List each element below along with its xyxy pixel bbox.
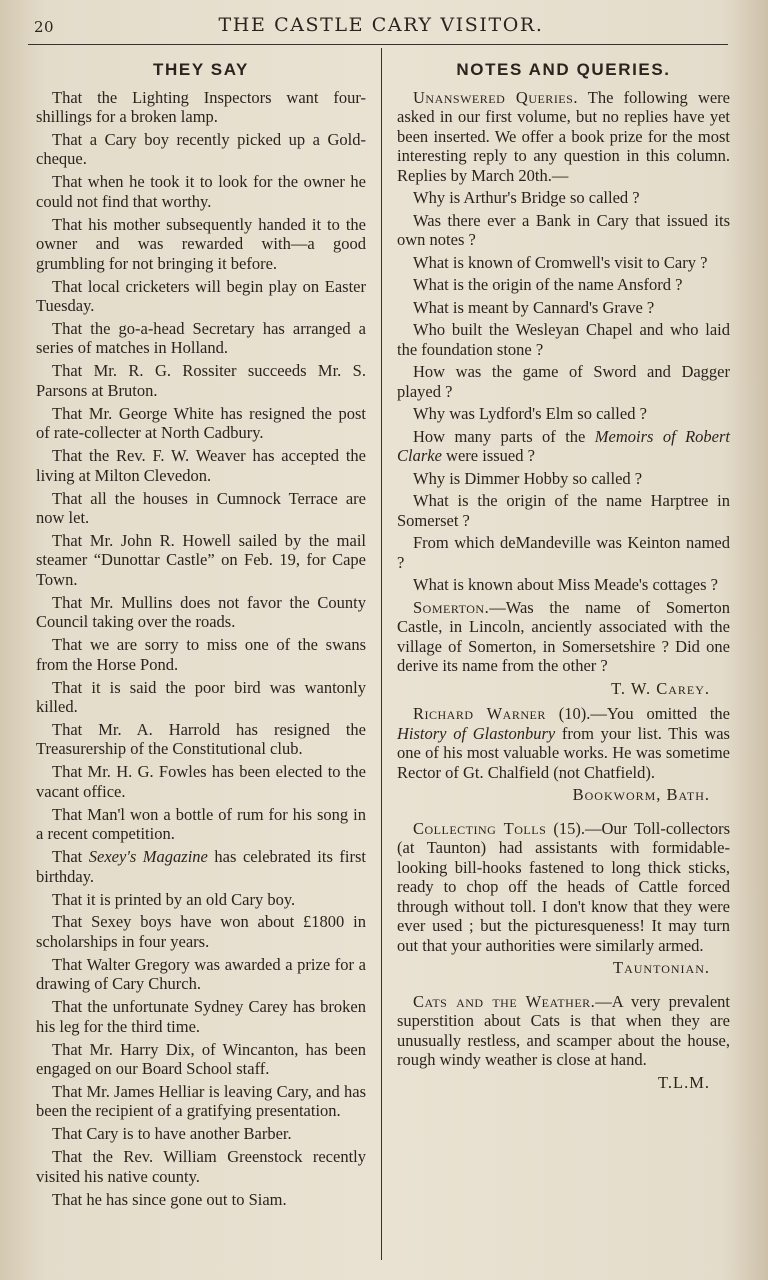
they-say-item: That it is printed by an old Cary boy. (52, 889, 296, 909)
query-item: How was the game of Sword and Dagger played ? (397, 362, 730, 401)
somerton-query (397, 598, 730, 676)
query-item: Why was Lydford's Elm so called ? (413, 404, 647, 423)
warner-text: from your list. This was one of his most valuable works. He was sometime Rector of Gt. Chalfield (not Chatfield). (397, 723, 730, 782)
book-title: History of Glastonbury (397, 723, 556, 743)
intro-lead: Unanswered Queries. (413, 87, 578, 107)
they-say-item: That Man'l won a bottle of rum for his song in a recent competition. (36, 804, 366, 844)
query-item-memoirs (397, 427, 730, 466)
cats-text: —A very prevalent superstition about Cats is that when they are unusually restless, and scamper about the house, rough windy weather is close at hand. (397, 991, 730, 1069)
they-say-item: That the go-a-head Secretary has arranged a series of matches in Holland. (36, 318, 366, 358)
they-say-item: That it is said the poor bird was wantonly killed. (36, 677, 366, 717)
notes-and-queries-column (397, 54, 730, 1098)
they-say-item: That the unfortunate Sydney Carey has broken his leg for the third time. (36, 997, 366, 1036)
item-text: has celebrated its first birthday. (36, 847, 366, 886)
signature: Bookworm, Bath. (572, 785, 710, 804)
they-say-item: That Cary is to have another Barber. (52, 1124, 292, 1144)
query-text: were issued ? (441, 446, 535, 465)
query-item: What is known of Cromwell's visit to Cary ? (413, 252, 708, 272)
column-divider (381, 48, 382, 1260)
somerton-lead: Somerton. (413, 597, 490, 617)
spacer (397, 811, 730, 819)
they-say-heading: THEY SAY (153, 60, 249, 79)
item-text: That (52, 847, 89, 867)
they-say-item: That he has since gone out to Siam. (52, 1189, 287, 1209)
intro-paragraph (397, 88, 730, 186)
signature: Tauntonian. (613, 958, 710, 977)
they-say-column (36, 54, 366, 1213)
they-say-item: That Mr. H. G. Fowles has been elected to the vacant office. (36, 762, 366, 801)
they-say-item: That the Lighting Inspectors want four-shillings for a broken lamp. (36, 87, 366, 126)
tolls-text: (15).—Our Toll-collectors (at Taunton) had assistants with formidable-looking bill-hooks fastened to long thick sticks, ready to chop off the heads of Cattle forced through without toll. I don't know that they were ever used ; but the picturesqueness! It may turn out that your authorities were similarly armed. (397, 818, 730, 955)
book-title: Memoirs of Robert Clarke (397, 426, 731, 465)
they-say-item: That Mr. George White has resigned the post of rate-collecter at North Cadbury. (36, 403, 366, 443)
query-item: What is the origin of the name Ansford ? (413, 275, 683, 294)
they-say-item: That Mr. A. Harrold has resigned the Treasurership of the Constitutional club. (36, 719, 366, 759)
header-rule (28, 44, 728, 45)
intro-text: The following were asked in our first volume, but no replies have yet been inserted. We offer a book prize for the most interesting reply to any question in this column. Replies by March 20th.— (397, 87, 730, 185)
they-say-item: That Mr. R. G. Rossiter succeeds Mr. S. Parsons at Bruton. (36, 361, 366, 400)
they-say-item: That a Cary boy recently picked up a Gold-cheque. (36, 129, 366, 169)
they-say-item: That the Rev. F. W. Weaver has accepted the living at Milton Clevedon. (36, 446, 366, 485)
they-say-item: That we are sorry to miss one of the swans from the Horse Pond. (36, 635, 366, 674)
they-say-item-sexey (36, 847, 366, 886)
warner-lead: Richard Warner (413, 704, 546, 723)
warner-reply (397, 704, 730, 782)
cats-lead: Cats and the Weather. (413, 991, 596, 1011)
magazine-title: Sexey's Magazine (88, 847, 208, 867)
query-item: Why is Arthur's Bridge so called ? (413, 188, 640, 207)
notes-queries-heading: NOTES AND QUERIES. (456, 60, 671, 79)
they-say-item: That Mr. Harry Dix, of Wincanton, has been engaged on our Board School staff. (36, 1039, 366, 1079)
they-say-item: That local cricketers will begin play on Easter Tuesday. (36, 276, 366, 316)
tolls-reply (397, 819, 730, 956)
somerton-text: —Was the name of Somerton Castle, in Lincoln, anciently associated with the village of Somerton, in Somersetshire ? Did one derive its name from the other ? (397, 597, 730, 675)
publication-title: THE CASTLE CARY VISITOR. (218, 14, 544, 36)
warner-text: (10).—You omitted the (545, 704, 731, 723)
query-item: What is known about Miss Meade's cottages ? (413, 575, 718, 594)
query-item: Why is Dimmer Hobby so called ? (413, 468, 643, 488)
query-item: What is meant by Cannard's Grave ? (413, 297, 655, 317)
tolls-lead: Collecting Tolls (413, 818, 547, 838)
page-number: 20 (34, 18, 55, 36)
signature: T.L.M. (658, 1072, 710, 1092)
they-say-item: That the Rev. William Greenstock recently visited his native county. (36, 1147, 366, 1186)
cats-note (397, 992, 730, 1070)
spacer (397, 984, 730, 992)
they-say-item: That Sexey boys have won about £1800 in scholarships in four years. (36, 912, 366, 951)
query-item: Was there ever a Bank in Cary that issued its own notes ? (397, 210, 730, 249)
query-item: Who built the Wesleyan Chapel and who laid the foundation stone ? (397, 320, 730, 359)
signature: T. W. Carey. (611, 678, 710, 698)
page-header (34, 10, 728, 38)
they-say-item: That when he took it to look for the owner he could not find that worthy. (36, 172, 366, 211)
they-say-item: That Mr. John R. Howell sailed by the mail steamer “Dunottar Castle” on Feb. 19, for Cape Town. (36, 530, 366, 589)
query-item: What is the origin of the name Harptree in Somerset ? (397, 491, 730, 530)
query-item: From which deMandeville was Keinton named ? (397, 533, 730, 572)
query-text: How many parts of the (413, 426, 595, 446)
they-say-item: That his mother subsequently handed it to the owner and was rewarded with—a good grumbling for not bringing it before. (36, 214, 366, 273)
they-say-item: That all the houses in Cumnock Terrace are now let. (36, 488, 366, 528)
they-say-item: That Walter Gregory was awarded a prize for a drawing of Cary Church. (36, 954, 366, 994)
they-say-item: That Mr. James Helliar is leaving Cary, and has been the recipient of a gratifying presentation. (36, 1081, 366, 1121)
they-say-item: That Mr. Mullins does not favor the County Council taking over the roads. (36, 592, 366, 632)
